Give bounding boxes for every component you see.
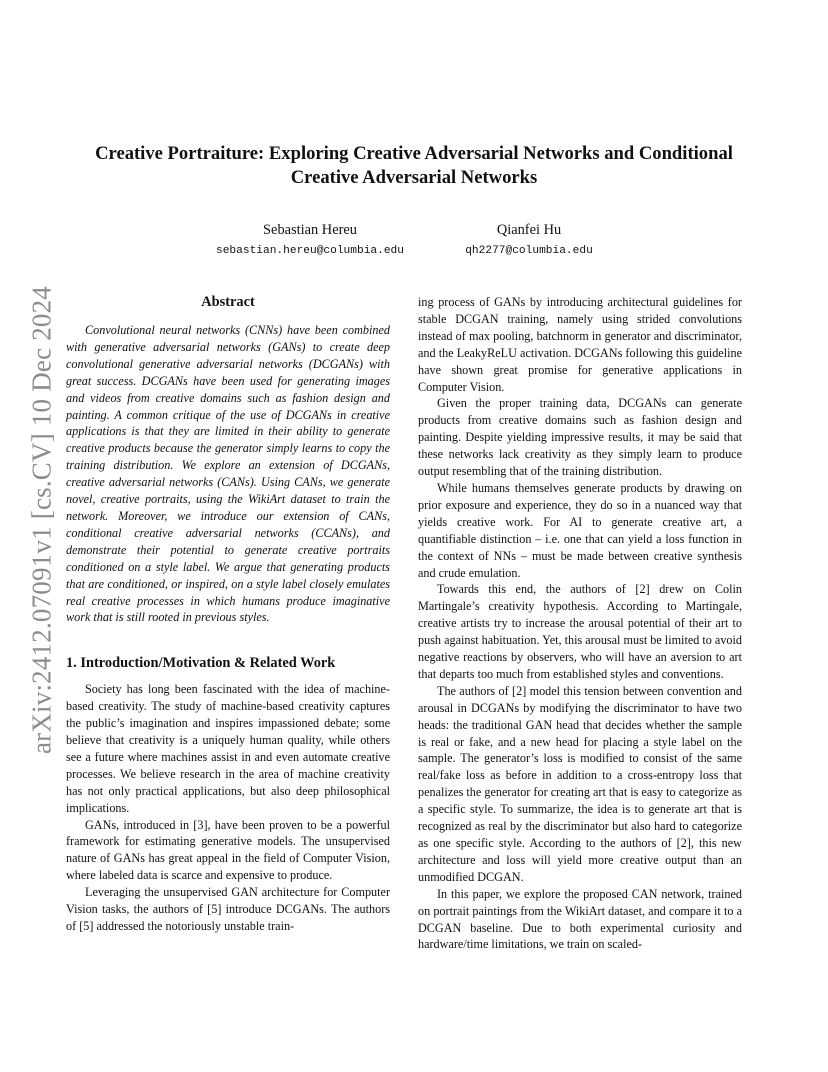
body-paragraph: In this paper, we explore the proposed CAN network, trained on portrait paintings from the WikiArt dataset, and compare it to a DCGAN baseline. Due to both experimental curiosity and hardware/time limitations, we train on scaled- xyxy=(418,886,742,952)
author-block-2 xyxy=(409,221,649,259)
right-column xyxy=(418,294,742,953)
body-paragraph: Leveraging the unsupervised GAN architecture for Computer Vision tasks, the authors of [5] introduce DCGANs. The authors of [5] addressed the notoriously unstable train- xyxy=(66,885,390,933)
body-paragraph: Towards this end, the authors of [2] drew on Colin Martingale’s creativity hypothesis. According to Martingale, creative artists try to increase the arousal potential of their art to push against habituation. Yet, this arousal must be limited to avoid negative reactions by observers, who will have an aversion to art that departs too much from established styles and conventions. xyxy=(418,582,742,681)
section-heading-introduction: 1. Introduction/Motivation & Related Work xyxy=(66,655,336,672)
author-name: Sebastian Hereu xyxy=(263,222,357,238)
body-paragraph: GANs, introduced in [3], have been proven to be a powerful framework for estimating generative models. The unsupervised nature of GANs has great appeal in the field of Computer Vision, where labeled data is scarce and expensive to produce. xyxy=(66,817,390,883)
body-paragraph: While humans themselves generate products by drawing on prior exposure and experience, they do so in a nuanced way that yields creative work. For AI to generate creative art, a quantifiable distinction – i.e. one that can yield a loss function in the context of NNs – must be made between creative synthesis and crude emulation. xyxy=(418,480,742,580)
body-paragraph: Society has long been fascinated with the idea of machine-based creativity. The study of machine-based creativity captures the public’s imagination and inspires impassioned debate; some believe that creativity is a uniquely human quality, while others see a future where machines assist in and even automate creative processes. We believe research in the area of machine creativity has not only practical applications, but also deep philosophical implications. xyxy=(66,682,390,815)
author-name: Qianfei Hu xyxy=(496,222,562,238)
author-block-1 xyxy=(190,221,430,259)
arxiv-identifier-stamp: arXiv:2412.07091v1 [cs.CV] 10 Dec 2024 xyxy=(26,285,57,755)
author-email[interactable]: sebastian.hereu@columbia.edu xyxy=(216,245,404,257)
body-paragraph-continuation: ing process of GANs by introducing architectural guidelines for stable DCGAN training, namely using strided convolutions instead of max pooling, batchnorm in generator and discriminator, and the LeakyReLU activation. DCGANs following this guideline have shown great promise for generative applications in Computer Vision. xyxy=(418,295,742,394)
abstract-text: Convolutional neural networks (CNNs) have been combined with generative adversarial networks (GANs) to create deep convolutional generative adversarial networks (DCGANs) with great success. DCGANs have been used for generating images and videos from creative domains such as fashion design and painting. A common critique of the use of DCGANs in creative applications is that they are limited in their ability to generate creative products because the generator simply learns to copy the training distribution. We explore an extension of DCGANs, creative adversarial networks (CANs). Using CANs, we generate novel, creative portraits, using the WikiArt dataset to train the network. Moreover, we introduce our extension of CANs, conditional creative adversarial networks (CCANs), and demonstrate their potential to generate creative portraits conditioned on a style label. We argue that generating products that are conditioned, or inspired, on a style label closely emulates real creative processes in which humans produce imaginative work that is still rooted in previous styles. xyxy=(66,323,390,625)
body-paragraph: The authors of [2] model this tension between convention and arousal in DCGANs by modifying the discriminator to have two heads: the traditional GAN head that decides whether the sample is real or fake, and a new head for placing a style label on the sample. The generator’s loss is modified to consist of the same real/fake loss as before in addition to a cross-entropy loss that penalizes the generator for creating art that is easy to categorize as a specific style. To summarize, the idea is to generate art that is recognized as real by the discriminator but also hard to categorize as one specific style. According to the authors of [2], this new architecture and loss will yield more creative output than an unmodified DCGAN. xyxy=(418,683,742,884)
body-paragraph: Given the proper training data, DCGANs can generate products from creative domains such as fashion design and painting. Despite yielding impressive results, it may be said that these networks lack creativity as they simply learn to produce output resembling that of the training distribution. xyxy=(418,396,742,479)
abstract-heading: Abstract xyxy=(201,294,255,310)
left-column xyxy=(66,293,390,935)
paper-title: Creative Portraiture: Exploring Creative Adversarial Networks and Conditional Creative Adversarial Networks xyxy=(95,143,733,188)
author-email[interactable]: qh2277@columbia.edu xyxy=(465,245,593,257)
